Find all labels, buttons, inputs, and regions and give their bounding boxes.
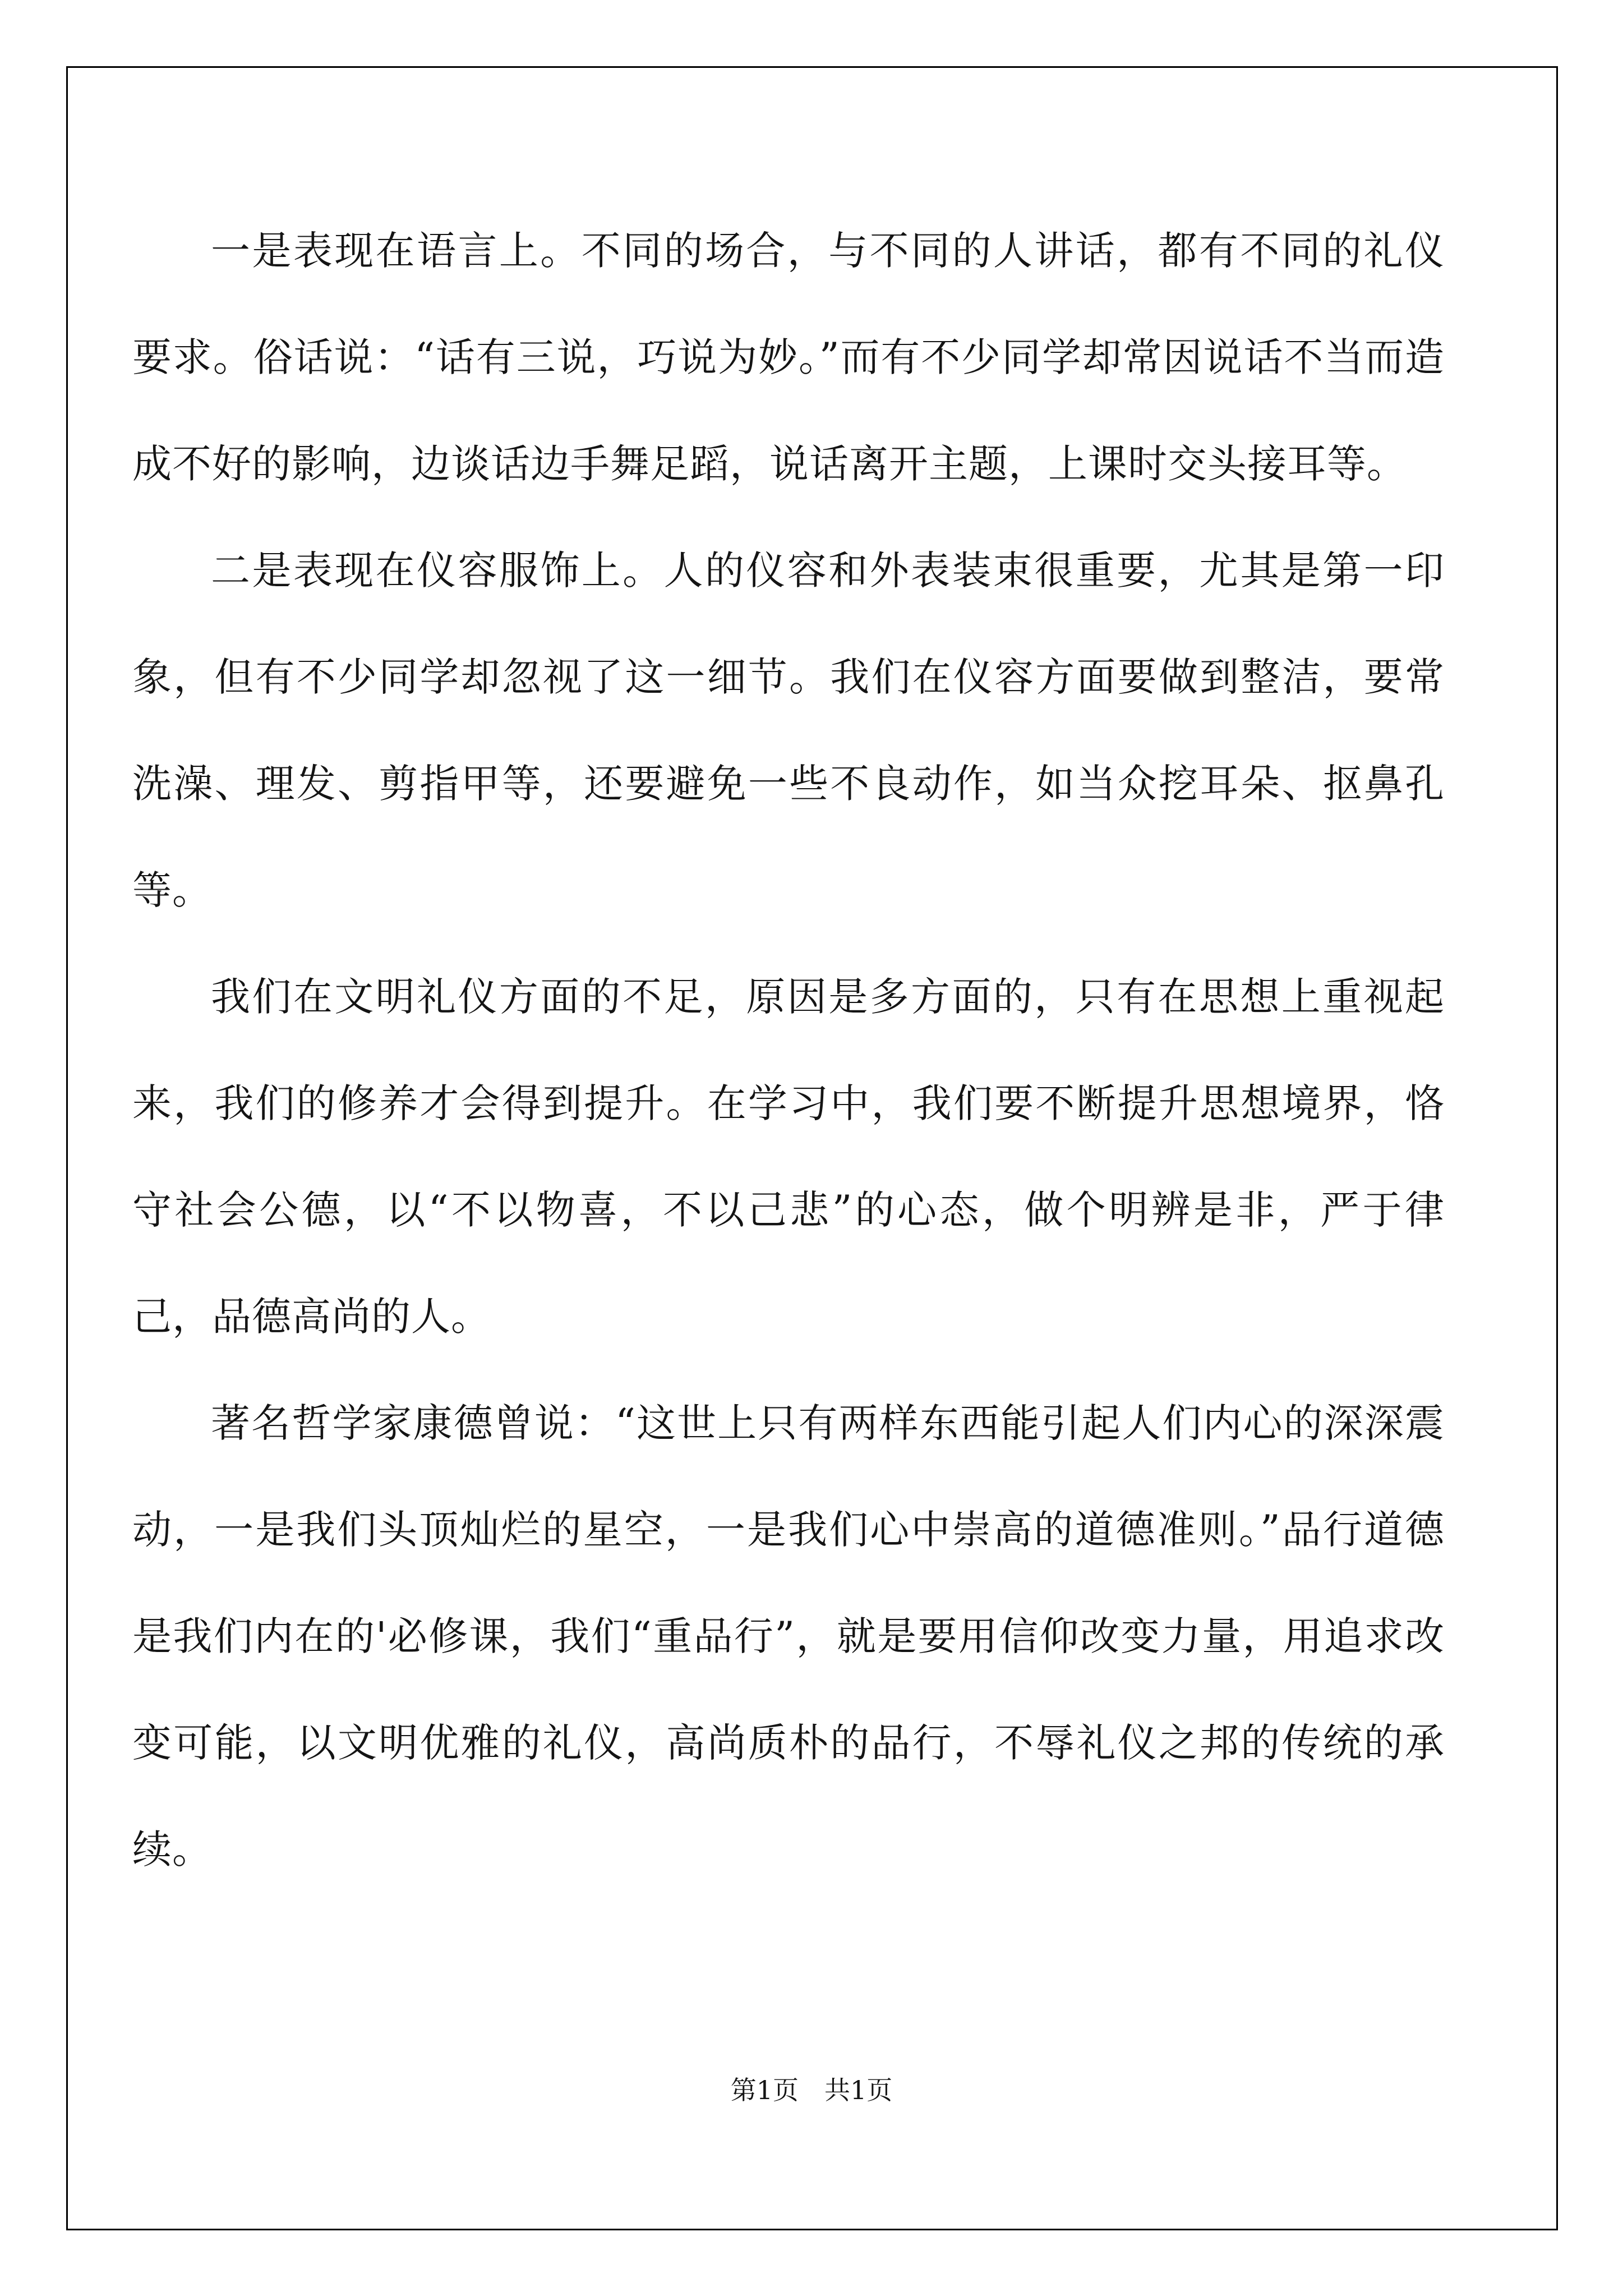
page-number-current: 第1页 — [730, 2075, 799, 2105]
paragraph-3: 我们在文明礼仪方面的不足，原因是多方面的，只有在思想上重视起来，我们的修养才会得到提升。在学习中，我们要不断提升思想境界，恪守社会公德，以“不以物喜，不以己悲”的心态，做个明辨是非，严于律己，品德高尚的人。 — [132, 974, 1445, 1340]
document-body — [132, 197, 1445, 1903]
page-number-total: 共1页 — [824, 2075, 893, 2105]
paragraph-4: 著名哲学家康德曾说：“这世上只有两样东西能引起人们内心的深深震动，一是我们头顶灿烂的星空，一是我们心中崇高的道德准则。”品行道德是我们内在的'必修课，我们“重品行”，就是要用信仰改变力量，用追求改变可能，以文明优雅的礼仪，高尚质朴的品行，不辱礼仪之邦的传统的承续。 — [132, 1400, 1445, 1872]
paragraph-2: 二是表现在仪容服饰上。人的仪容和外表装束很重要，尤其是第一印象，但有不少同学却忽视了这一细节。我们在仪容方面要做到整洁，要常洗澡、理发、剪指甲等，还要避免一些不良动作，如当众挖耳朵、抠鼻孔等。 — [132, 547, 1445, 913]
page-footer — [0, 2073, 1623, 2107]
paragraph-1: 一是表现在语言上。不同的场合，与不同的人讲话，都有不同的礼仪要求。俗话说：“话有三说，巧说为妙。”而有不少同学却常因说话不当而造成不好的影响，边谈话边手舞足蹈，说话离开主题，上课时交头接耳等。 — [132, 228, 1445, 487]
